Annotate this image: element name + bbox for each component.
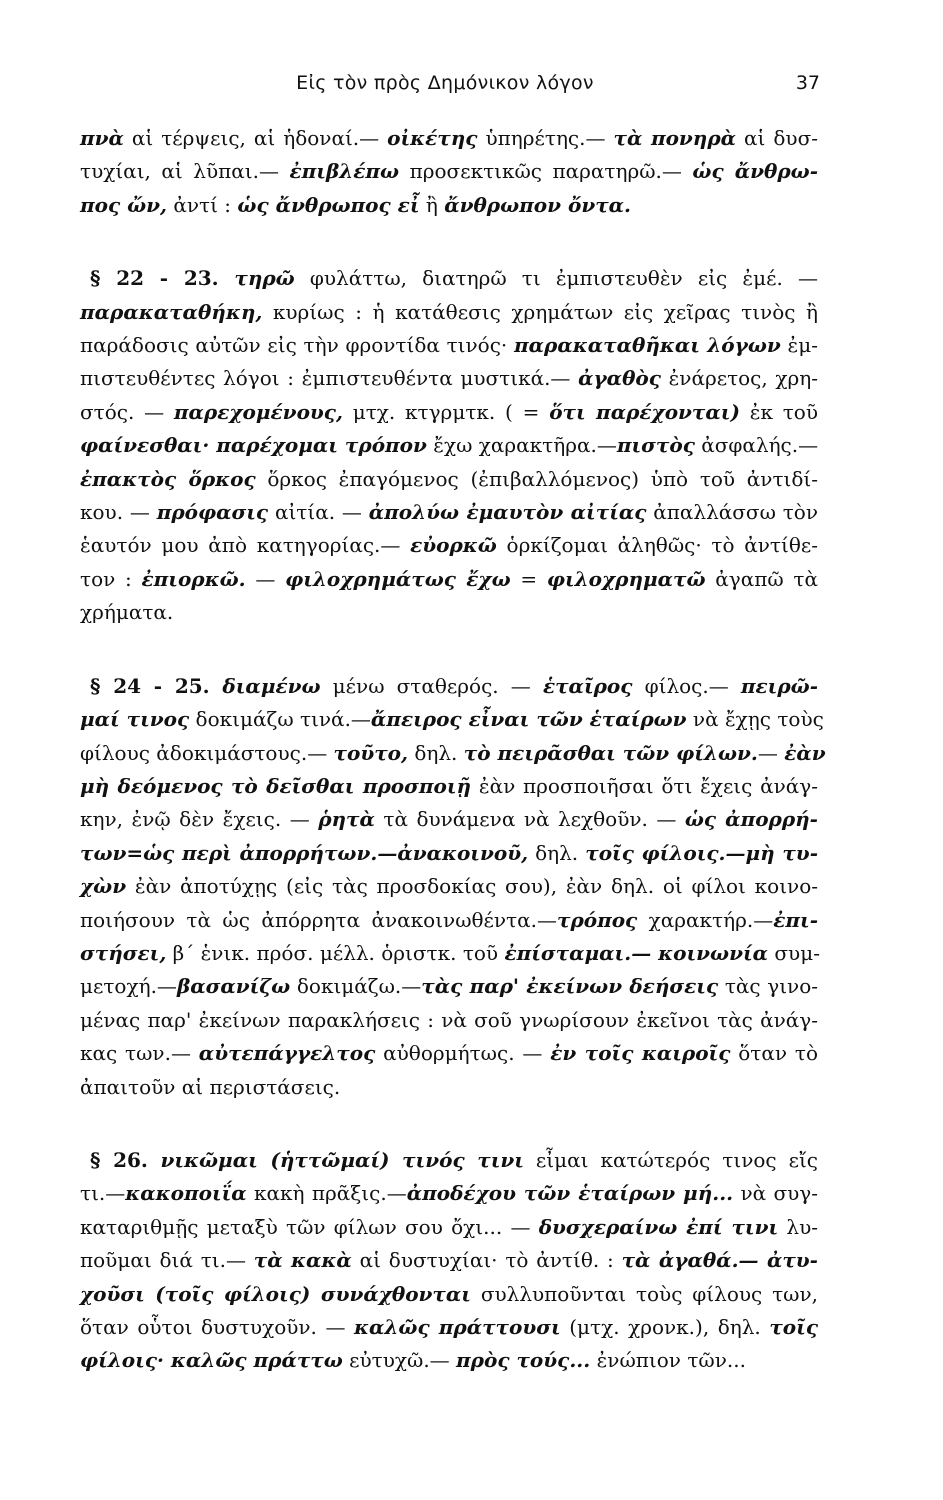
running-header bbox=[70, 72, 820, 108]
headword: ἐὰν bbox=[784, 740, 826, 765]
text-line bbox=[80, 670, 818, 703]
gloss-text: αἱ δυστυχίαι· τὸ ἀντίθ. : bbox=[351, 1248, 622, 1273]
gloss-text: χρήματα. bbox=[80, 600, 174, 625]
text-line bbox=[80, 463, 818, 496]
gloss-text: νὰ συγ- bbox=[733, 1181, 819, 1206]
gloss-text: ποιήσουν τὰ ὡς ἀπόρρητα ἀνακοινωθέντα.— bbox=[80, 907, 557, 932]
headword: αὐτεπάγγελτος bbox=[198, 1041, 376, 1066]
gloss-text: μτχ. κτγρμτκ. ( = bbox=[342, 399, 550, 424]
gloss-text: ἐὰν προσποιῆσαι ὅτι ἔχεις ἀνάγ- bbox=[471, 773, 818, 798]
gloss-text: ἔχω χαρακτῆρα.— bbox=[426, 433, 617, 458]
paragraph-gap bbox=[80, 1104, 818, 1144]
gloss-text: ὁρκίζομαι ἀληθῶς· τὸ ἀντίθε- bbox=[496, 533, 818, 558]
headword: τὸ πειρᾶσθαι τῶν φίλων. bbox=[463, 740, 758, 765]
headword: φαίνεσθαι· παρέχομαι τρόπον bbox=[80, 433, 427, 458]
text-line bbox=[80, 189, 818, 222]
paragraph bbox=[80, 122, 818, 222]
headword: ἐν τοῖς καιροῖς bbox=[550, 1041, 731, 1066]
headword: ἀγαθὸς bbox=[578, 366, 661, 391]
gloss-text: ἐνάρετος, χρη- bbox=[660, 366, 819, 391]
gloss-text: μένας παρ' ἐκείνων παρακλήσεις : νὰ σοῦ γνωρίσουν ἐκεῖνοι τὰς ἀνάγ- bbox=[80, 1007, 818, 1032]
gloss-text: ἀγαπῶ τὰ bbox=[705, 566, 819, 591]
gloss-text: ὑπηρέτης.— bbox=[477, 126, 614, 150]
text-line bbox=[80, 970, 818, 1003]
text-line bbox=[80, 770, 818, 803]
headword: τοῖς bbox=[769, 1315, 818, 1339]
text-line bbox=[80, 262, 818, 295]
gloss-text: ἢ bbox=[419, 192, 445, 217]
text-line bbox=[80, 1037, 818, 1070]
headword: καλῶς πράττουσι bbox=[354, 1315, 561, 1339]
gloss-text: ἐνώπιον τῶν... bbox=[590, 1348, 746, 1373]
text-line bbox=[80, 429, 818, 462]
headword: μαί τινος bbox=[80, 707, 190, 732]
gloss-text: μετοχή.— bbox=[80, 974, 177, 999]
gloss-text: ὅταν τὸ bbox=[730, 1041, 818, 1066]
headword: ἑταῖρος bbox=[542, 673, 633, 698]
gloss-text: δηλ. bbox=[528, 840, 586, 865]
headword: ὅτι παρέχονται) bbox=[549, 399, 740, 424]
gloss-text: αἱ τέρψεις, αἱ ἡδοναί.— bbox=[123, 126, 388, 150]
gloss-text: συμ- bbox=[768, 940, 820, 965]
gloss-text: τὰς γινο- bbox=[718, 974, 818, 999]
headword: πρόφασις bbox=[156, 500, 269, 525]
page-body-text bbox=[80, 122, 826, 1378]
text-line bbox=[80, 1177, 818, 1210]
gloss-text: ἀπαλλάσσω τὸν bbox=[646, 500, 818, 525]
headword: χὼν bbox=[80, 874, 127, 899]
headword: φιλοχρημάτως ἔχω bbox=[285, 566, 511, 591]
headword: παρεχομένους, bbox=[173, 399, 343, 424]
gloss-text: δηλ. bbox=[407, 740, 464, 765]
paragraph-gap bbox=[80, 630, 818, 670]
gloss-text: τυχίαι, αἱ λῦπαι.— bbox=[80, 159, 290, 184]
text-line bbox=[80, 703, 824, 736]
section-marker: § 24 - 25. bbox=[90, 673, 223, 698]
gloss-text: εὐτυχῶ.— bbox=[342, 1348, 457, 1373]
headword: τὰς παρ' ἐκείνων δεήσεις bbox=[421, 974, 719, 999]
gloss-text: (μτχ. χρονκ.), δηλ. bbox=[560, 1315, 770, 1339]
text-line bbox=[80, 1311, 818, 1344]
text-line bbox=[80, 155, 818, 188]
section-marker: § 22 - 23. bbox=[90, 266, 235, 291]
text-line bbox=[80, 1144, 818, 1177]
headword: ὡς ἀπορρή- bbox=[684, 807, 818, 832]
gloss-text: στός. — bbox=[80, 399, 174, 424]
text-line bbox=[80, 1244, 818, 1277]
text-line bbox=[80, 1004, 818, 1037]
headword: παρακαταθῆκαι λόγων bbox=[514, 333, 781, 358]
headword: ἄπειρος εἶναι τῶν ἑταίρων bbox=[370, 707, 687, 732]
text-line bbox=[80, 1344, 818, 1377]
gloss-text: παράδοσις αὐτῶν εἰς τὴν φροντίδα τινός· bbox=[80, 333, 515, 358]
gloss-text: ποῦμαι διά τι.— bbox=[80, 1248, 254, 1273]
headword: τηρῶ bbox=[234, 266, 295, 291]
gloss-text: χαρακτήρ.— bbox=[637, 907, 774, 932]
gloss-text: = bbox=[510, 566, 547, 591]
headword: τὰ ἀγαθά.— ἀτυ- bbox=[621, 1248, 818, 1273]
headword: ἀποδέχου τῶν ἑταίρων μή... bbox=[406, 1181, 734, 1206]
gloss-text: αἱ δυσ- bbox=[736, 126, 818, 150]
headword: παρακαταθήκη, bbox=[80, 299, 263, 324]
gloss-text: εἶμαι κατώτερός τινος εἴς bbox=[523, 1147, 818, 1172]
gloss-text: νὰ ἔχῃς τοὺς bbox=[686, 707, 824, 732]
headword: τὰ κακὰ bbox=[253, 1248, 352, 1273]
gloss-text: τὰ δυνάμενα νὰ λεχθοῦν. — bbox=[374, 807, 685, 832]
headword: ὡς ἄνθρω- bbox=[692, 159, 818, 184]
text-line bbox=[80, 803, 818, 836]
gloss-text: ἐμ- bbox=[780, 333, 818, 358]
headword: μὴ δεόμενος τὸ δεῖσθαι προσποιῇ bbox=[80, 773, 472, 798]
headword: πειρῶ- bbox=[740, 673, 818, 698]
text-line bbox=[80, 1278, 818, 1311]
headword: τοῖς φίλοις.—μὴ τυ- bbox=[585, 840, 818, 865]
headword: βασανίζω bbox=[176, 974, 291, 999]
headword: ἐπιβλέπω bbox=[289, 159, 400, 184]
headword: ἄνθρωπον ὄντα. bbox=[444, 192, 631, 217]
gloss-text: δοκιμάζω.— bbox=[290, 974, 422, 999]
gloss-text: κας των.— bbox=[80, 1041, 199, 1066]
gloss-text: κυρίως : ἡ κατάθεσις χρημάτων εἰς χεῖρας τινὸς ἢ bbox=[262, 299, 818, 324]
gloss-text: κην, ἐνῷ δὲν ἔχεις. — bbox=[80, 807, 319, 832]
paragraph bbox=[80, 262, 818, 629]
page-number: 37 bbox=[795, 72, 820, 94]
text-line bbox=[80, 496, 818, 529]
gloss-text: δοκιμάζω τινά.— bbox=[189, 707, 371, 732]
gloss-text: φίλους ἀδοκιμάστους.— bbox=[80, 740, 334, 765]
text-line bbox=[80, 563, 818, 596]
headword: χοῦσι (τοῖς φίλοις) συνάχθονται bbox=[80, 1281, 471, 1306]
paragraph-gap bbox=[80, 222, 818, 262]
gloss-text: προσεκτικῶς παρατηρῶ.— bbox=[399, 159, 693, 184]
text-line bbox=[80, 529, 818, 562]
paragraph bbox=[80, 1144, 818, 1378]
headword: πος ὤν, bbox=[80, 192, 168, 217]
text-line bbox=[80, 362, 818, 395]
headword: στήσει, bbox=[80, 940, 167, 965]
text-line bbox=[80, 329, 818, 362]
gloss-text: ἐὰν ἀποτύχῃς (εἰς τὰς προσδοκίας σου), ἐὰν δηλ. οἱ φίλοι κοινο- bbox=[126, 874, 818, 899]
text-line bbox=[80, 737, 826, 770]
text-line bbox=[80, 1211, 818, 1244]
text-line bbox=[80, 1071, 818, 1104]
gloss-text: αἰτία. — bbox=[268, 500, 369, 525]
gloss-text: β΄ ἑνικ. πρόσ. μέλλ. ὁριστκ. τοῦ bbox=[166, 940, 505, 965]
gloss-text: κου. — bbox=[80, 500, 157, 525]
gloss-text: τον : bbox=[80, 566, 142, 591]
gloss-text: λυ- bbox=[778, 1214, 819, 1239]
headword: νικῶμαι (ἡττῶμαί) τινός τινι bbox=[160, 1147, 524, 1172]
headword: των=ὡς περὶ ἀπορρήτων.—ἀνακοινοῦ, bbox=[80, 840, 529, 865]
text-line bbox=[80, 870, 818, 903]
headword: διαμένω bbox=[222, 673, 321, 698]
gloss-text: κακὴ πρᾶξις.— bbox=[246, 1181, 407, 1206]
gloss-text: ἀσφαλής.— bbox=[694, 433, 819, 458]
gloss-text: — bbox=[757, 740, 785, 765]
gloss-text: μένω σταθερός. — bbox=[320, 673, 543, 698]
headword: ἐπιορκῶ. bbox=[141, 566, 246, 591]
gloss-text: ἀπαιτοῦν αἱ περιστάσεις. bbox=[80, 1074, 341, 1099]
gloss-text: συλλυποῦνται τοὺς φίλους των, bbox=[470, 1281, 818, 1306]
gloss-text: ἀντί : bbox=[167, 192, 238, 217]
headword: ἐπίσταμαι.— κοινωνία bbox=[504, 940, 769, 965]
gloss-text: ὅρκος ἐπαγόμενος (ἐπιβαλλόμενος) ὑπὸ τοῦ ἀντιδί- bbox=[255, 466, 819, 491]
headword: δυσχεραίνω ἐπί τινι bbox=[538, 1214, 779, 1239]
headword: ἀπολύω ἐμαυτὸν αἰτίας bbox=[368, 500, 647, 525]
headword: ἐπακτὸς ὅρκος bbox=[80, 466, 256, 491]
text-line bbox=[80, 396, 818, 429]
headword: φιλοχρηματῶ bbox=[546, 566, 706, 591]
headword: ῥητὰ bbox=[318, 807, 375, 832]
headword: οἰκέτης bbox=[387, 126, 478, 150]
gloss-text: πιστευθέντες λόγοι : ἐμπιστευθέντα μυστικά.— bbox=[80, 366, 579, 391]
paragraph bbox=[80, 670, 826, 1104]
headword: φίλοις· καλῶς πράττω bbox=[80, 1348, 343, 1373]
headword: ὡς ἄνθρωπος εἶ bbox=[237, 192, 420, 217]
headword: πρὸς τούς... bbox=[456, 1348, 591, 1373]
running-title: Εἰς τὸν πρὸς Δημόνικον λόγον bbox=[296, 72, 594, 94]
headword: τοῦτο, bbox=[333, 740, 408, 765]
gloss-text: φίλος.— bbox=[632, 673, 741, 698]
gloss-text: φυλάττω, διατηρῶ τι ἐμπιστευθὲν εἰς ἐμέ. — bbox=[294, 266, 818, 291]
text-line bbox=[80, 122, 818, 155]
gloss-text: ὅταν οὗτοι δυστυχοῦν. — bbox=[80, 1315, 354, 1339]
gloss-text: τι.— bbox=[80, 1181, 126, 1206]
headword: ἐπι- bbox=[773, 907, 818, 932]
headword: κακοποιΐα bbox=[125, 1181, 247, 1206]
headword: τὰ πονηρὰ bbox=[613, 126, 737, 150]
text-line bbox=[80, 837, 818, 870]
gloss-text: ἑαυτόν μου ἀπὸ κατηγορίας.— bbox=[80, 533, 411, 558]
headword: πνὰ bbox=[80, 126, 124, 150]
gloss-text: ἐκ τοῦ bbox=[739, 399, 819, 424]
text-line bbox=[80, 296, 818, 329]
headword: πιστὸς bbox=[616, 433, 695, 458]
gloss-text: — bbox=[245, 566, 286, 591]
gloss-text: αὐθορμήτως. — bbox=[375, 1041, 551, 1066]
headword: τρόπος bbox=[556, 907, 638, 932]
text-line bbox=[80, 904, 818, 937]
gloss-text: καταριθμῇς μεταξὺ τῶν φίλων σου ὄχι... — bbox=[80, 1214, 539, 1239]
headword: εὐορκῶ bbox=[410, 533, 497, 558]
section-marker: § 26. bbox=[90, 1147, 161, 1172]
text-line bbox=[80, 596, 818, 629]
text-line bbox=[80, 937, 818, 970]
